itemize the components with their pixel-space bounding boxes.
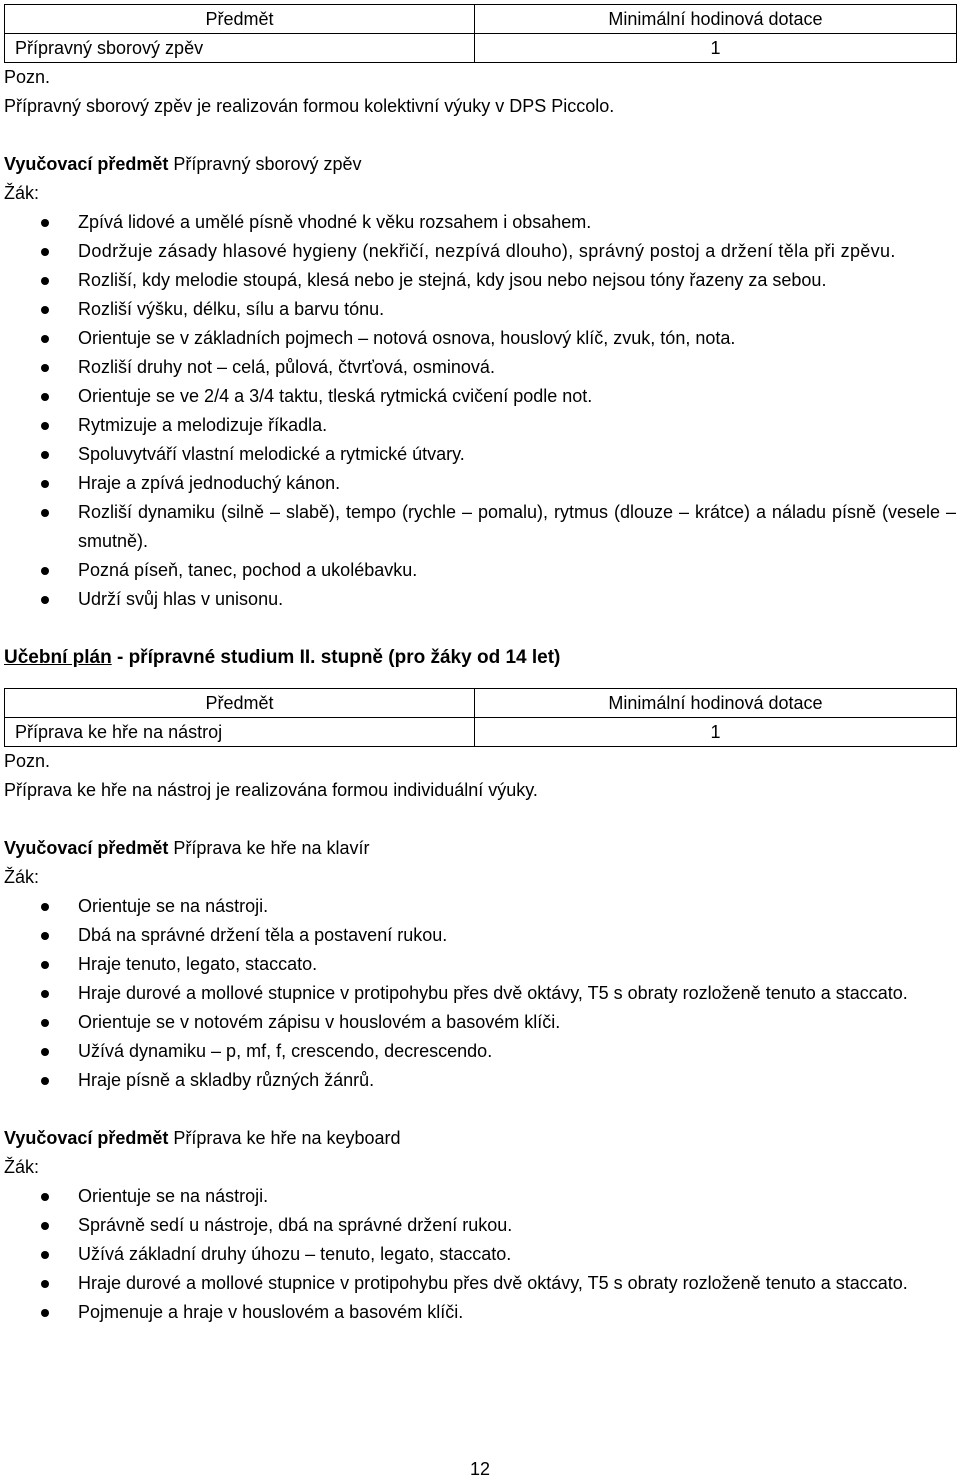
list-item: Orientuje se ve 2/4 a 3/4 taktu, tleská rytmická cvičení podle not. — [4, 382, 956, 411]
pupil-label: Žák: — [4, 867, 40, 887]
note-text: Přípravný sborový zpěv je realizován formou kolektivní výuky v DPS Piccolo. — [4, 96, 615, 116]
bullet-icon — [41, 1019, 49, 1027]
subject-heading — [4, 1124, 956, 1153]
table-cell-subject: Přípravný sborový zpěv — [5, 34, 475, 63]
pupil-label: Žák: — [4, 183, 40, 203]
note-text: Příprava ke hře na nástroj je realizována formou individuální výuky. — [4, 780, 538, 800]
pupil-label: Žák: — [4, 1157, 40, 1177]
subject-label: Vyučovací předmět — [4, 1128, 169, 1148]
bullet-icon — [41, 567, 49, 575]
bullet-icon — [41, 1280, 49, 1288]
table-header-subject: Předmět — [5, 689, 475, 718]
hours-table-2 — [4, 688, 957, 747]
list-item: Spoluvytváří vlastní melodické a rytmické útvary. — [4, 440, 956, 469]
subject-heading — [4, 834, 956, 863]
bullet-icon — [41, 1048, 49, 1056]
list-item: Správně sedí u nástroje, dbá na správné držení rukou. — [4, 1211, 956, 1240]
list-item: Rozliší výšku, délku, sílu a barvu tónu. — [4, 295, 956, 324]
table-row — [5, 718, 957, 747]
list-item: Hraje písně a skladby různých žánrů. — [4, 1066, 956, 1095]
list-item: Orientuje se na nástroji. — [4, 892, 956, 921]
table-header-subject: Předmět — [5, 5, 475, 34]
outcome-list — [4, 892, 956, 1095]
bullet-icon — [41, 990, 49, 998]
bullet-icon — [41, 932, 49, 940]
subject-label: Vyučovací předmět — [4, 154, 169, 174]
table-header-hours: Minimální hodinová dotace — [475, 5, 957, 34]
subject-name: Přípravný sborový zpěv — [173, 154, 362, 174]
list-item: Rozliší dynamiku (silně – slabě), tempo (rychle – pomalu), rytmus (dlouze – krátce) a náladu písně (vesele – smutně). — [4, 498, 956, 556]
bullet-icon — [41, 219, 49, 227]
subject-heading — [4, 150, 956, 179]
bullet-icon — [41, 393, 49, 401]
bullet-icon — [41, 903, 49, 911]
subject-label: Vyučovací předmět — [4, 838, 169, 858]
list-item: Hraje tenuto, legato, staccato. — [4, 950, 956, 979]
list-item: Pojmenuje a hraje v houslovém a basovém klíči. — [4, 1298, 956, 1327]
plan-heading-rest: - přípravné studium II. stupně (pro žáky od 14 let) — [111, 647, 561, 668]
table-cell-subject: Příprava ke hře na nástroj — [5, 718, 475, 747]
list-item: Orientuje se v základních pojmech – notová osnova, houslový klíč, zvuk, tón, nota. — [4, 324, 956, 353]
bullet-icon — [41, 364, 49, 372]
note-label: Pozn. — [4, 751, 51, 771]
table-header-row — [5, 689, 957, 718]
bullet-icon — [41, 1077, 49, 1085]
outcome-list — [4, 1182, 956, 1327]
list-item: Orientuje se v notovém zápisu v houslovém a basovém klíči. — [4, 1008, 956, 1037]
bullet-icon — [41, 248, 49, 256]
list-item: Hraje durové a mollové stupnice v protipohybu přes dvě oktávy, T5 s obraty rozloženě tenuto a staccato. — [4, 1269, 956, 1298]
table-cell-hours: 1 — [475, 34, 957, 63]
subject-name: Příprava ke hře na keyboard — [173, 1128, 401, 1148]
table-header-hours: Minimální hodinová dotace — [475, 689, 957, 718]
list-item: Hraje durové a mollové stupnice v protipohybu přes dvě oktávy, T5 s obraty rozloženě tenuto a staccato. — [4, 979, 956, 1008]
list-item: Rozliší, kdy melodie stoupá, klesá nebo je stejná, kdy jsou nebo nejsou tóny řazeny za sebou. — [4, 266, 956, 295]
list-item: Dbá na správné držení těla a postavení rukou. — [4, 921, 956, 950]
list-item: Dodržuje zásady hlasové hygieny (nekřičí, nezpívá dlouho), správný postoj a držení těla při zpěvu. — [4, 237, 956, 266]
bullet-icon — [41, 306, 49, 314]
bullet-icon — [41, 335, 49, 343]
subject-name: Příprava ke hře na klavír — [173, 838, 370, 858]
bullet-icon — [41, 509, 49, 517]
table-cell-hours: 1 — [475, 718, 957, 747]
list-item: Rozliší druhy not – celá, půlová, čtvrťová, osminová. — [4, 353, 956, 382]
list-item: Zpívá lidové a umělé písně vhodné k věku rozsahem i obsahem. — [4, 208, 956, 237]
outcome-list — [4, 208, 956, 614]
bullet-icon — [41, 1222, 49, 1230]
plan-heading-link: Učební plán — [4, 647, 112, 668]
bullet-icon — [41, 277, 49, 285]
list-item: Udrží svůj hlas v unisonu. — [4, 585, 956, 614]
bullet-icon — [41, 451, 49, 459]
plan-heading — [4, 643, 956, 672]
list-item: Pozná píseň, tanec, pochod a ukolébavku. — [4, 556, 956, 585]
list-item: Užívá základní druhy úhozu – tenuto, legato, staccato. — [4, 1240, 956, 1269]
page-number: 12 — [469, 1459, 491, 1479]
bullet-icon — [41, 961, 49, 969]
list-item: Orientuje se na nástroji. — [4, 1182, 956, 1211]
table-row — [5, 34, 957, 63]
bullet-icon — [41, 596, 49, 604]
note-label: Pozn. — [4, 67, 51, 87]
list-item: Rytmizuje a melodizuje říkadla. — [4, 411, 956, 440]
bullet-icon — [41, 1193, 49, 1201]
list-item: Užívá dynamiku – p, mf, f, crescendo, decrescendo. — [4, 1037, 956, 1066]
bullet-icon — [41, 422, 49, 430]
bullet-icon — [41, 1309, 49, 1317]
hours-table-1 — [4, 4, 957, 63]
bullet-icon — [41, 480, 49, 488]
document-page — [4, 0, 956, 1327]
list-item: Hraje a zpívá jednoduchý kánon. — [4, 469, 956, 498]
bullet-icon — [41, 1251, 49, 1259]
table-header-row — [5, 5, 957, 34]
